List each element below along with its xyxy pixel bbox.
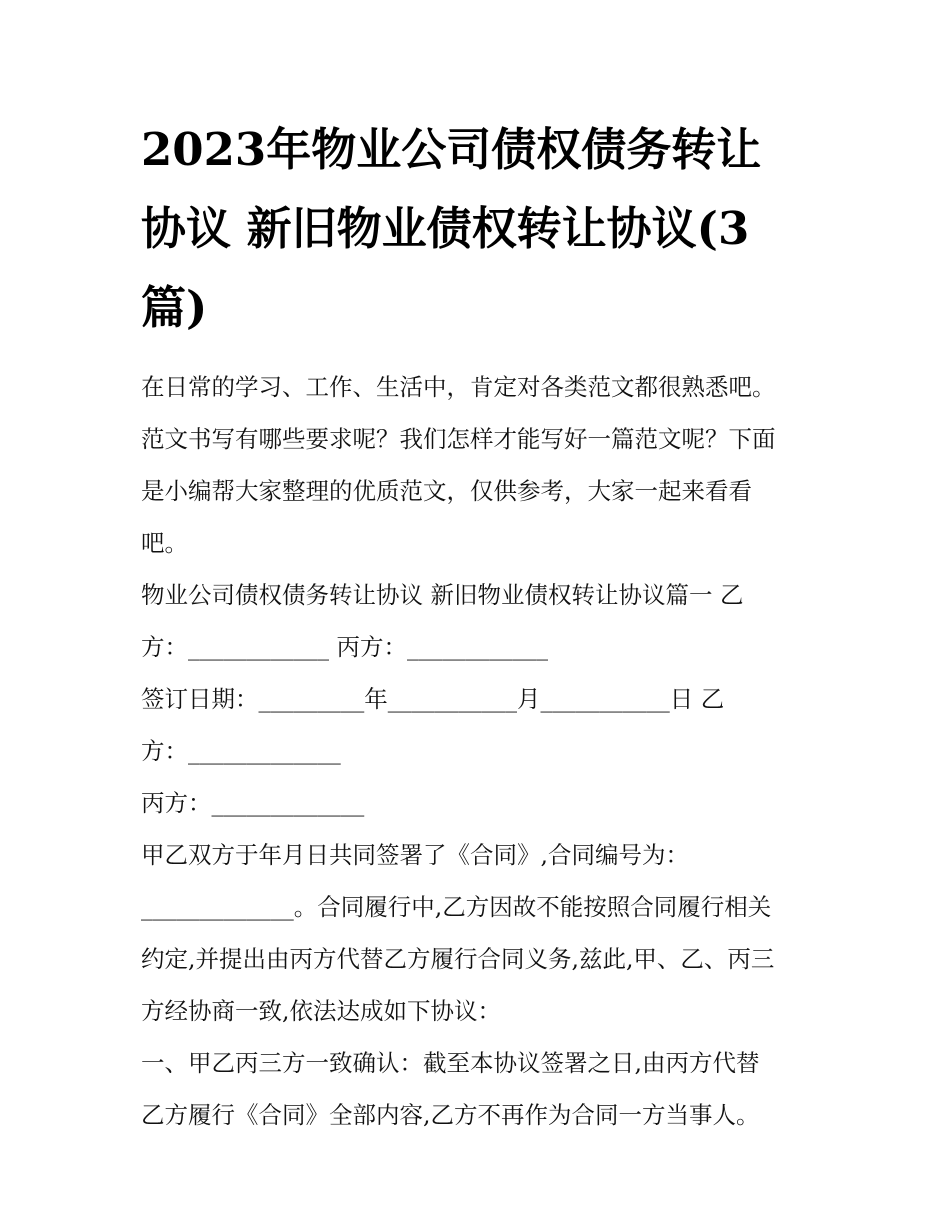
document-page (141, 110, 821, 1141)
title-line: 协议 新旧物业债权转让协议(3 (141, 202, 750, 255)
clause-line: 一、甲乙丙三方一致确认：截至本协议签署之日,由丙方代替 (141, 1049, 760, 1077)
intro-line: 在日常的学习、工作、生活中，肯定对各类范文都很熟悉吧。 (141, 373, 776, 401)
intro-line: 吧。 (141, 529, 188, 557)
document-body (141, 361, 821, 1141)
contract-paragraph-line: 方经协商一致,依法达成如下协议： (141, 997, 501, 1025)
sign-date-line: 签订日期：_________年___________月___________日 乙 (141, 685, 725, 713)
intro-line: 是小编帮大家整理的优质范文，仅供参考，大家一起来看看 (141, 477, 752, 505)
contract-paragraph-line: 甲乙双方于年月日共同签署了《合同》,合同编号为： (141, 841, 689, 869)
contract-paragraph-line: _____________。合同履行中,乙方因故不能按照合同履行相关 (141, 893, 772, 921)
contract-paragraph-line: 约定,并提出由丙方代替乙方履行合同义务,兹此,甲、乙、丙三 (141, 945, 775, 973)
party-field-line: 方：____________ 丙方：____________ (141, 633, 548, 661)
section-heading-line: 物业公司债权债务转让协议 新旧物业债权转让协议篇一 乙 (141, 581, 744, 609)
title-line: 2023年物业公司债权债务转让 (141, 123, 762, 176)
intro-line: 范文书写有哪些要求呢？我们怎样才能写好一篇范文呢？下面 (141, 425, 776, 453)
title-line: 篇) (141, 281, 208, 334)
clause-line: 乙方履行《合同》全部内容,乙方不再作为合同一方当事人。 (141, 1101, 760, 1129)
document-title (141, 110, 821, 347)
party-field-line: 丙方：_____________ (141, 789, 365, 817)
party-field-line: 方：_____________ (141, 737, 341, 765)
